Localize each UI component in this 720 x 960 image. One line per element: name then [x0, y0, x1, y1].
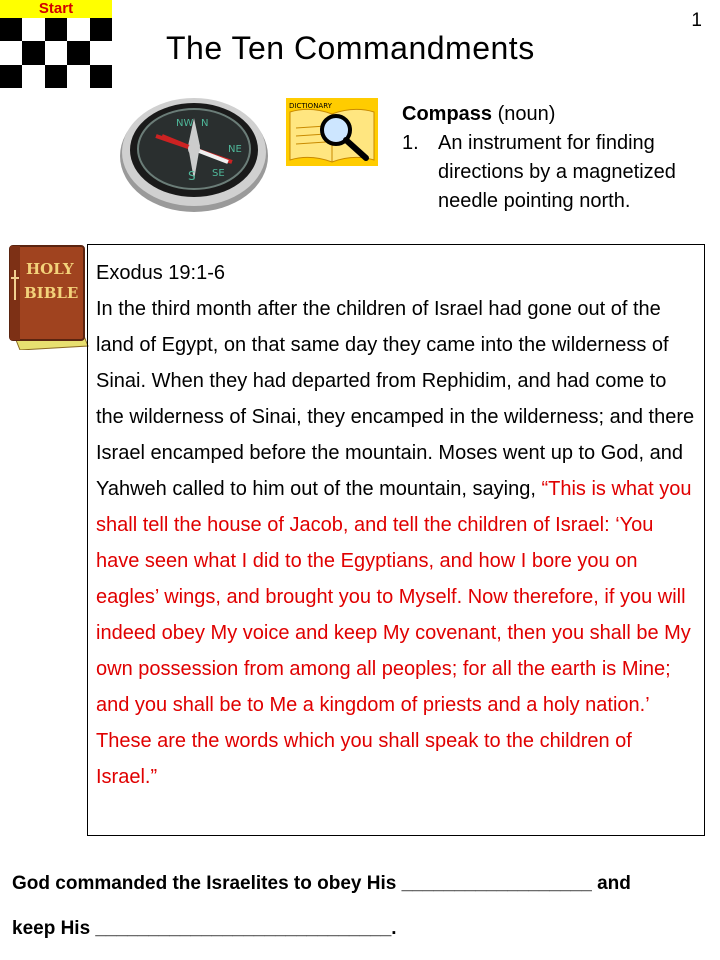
svg-text:N: N: [201, 118, 209, 129]
dictionary-icon: [286, 98, 378, 166]
page-number: 1: [691, 10, 702, 31]
scripture-narrative: In the third month after the children of Israel had gone out of the land of Egypt, on that same day they came into the wilderness of Sinai. When they had departed from Rephidim, and had come to the wilderness of Sinai, they encamped in the wilderness; and there Israel encamped before the mountain. Moses went up to God, and Yahweh called to him out of the mountain, saying,: [96, 298, 695, 500]
scripture-reference: Exodus 19:1-6: [96, 262, 225, 284]
svg-text:S: S: [188, 169, 196, 183]
definition-part-of-speech: (noun): [497, 103, 556, 125]
bible-label-line1: HOLY: [26, 260, 74, 278]
compass-icon: [116, 82, 272, 216]
checkered-flag-icon: [0, 18, 112, 88]
svg-text:NW: NW: [176, 118, 194, 129]
page-title: The Ten Commandments: [166, 30, 535, 66]
start-flag-badge: [0, 0, 112, 88]
definition-number: 1.: [402, 132, 419, 154]
question-line-2: keep His ____________________________.: [12, 918, 397, 939]
question-line-1: God commanded the Israelites to obey His __________________ and: [12, 873, 631, 894]
dictionary-label: DICTIONARY: [289, 102, 332, 110]
definition-text: An instrument for finding directions by a magnetized needle pointing north.: [438, 132, 676, 212]
scripture-box: [87, 244, 705, 836]
scripture-text: [96, 291, 696, 795]
svg-text:SE: SE: [212, 168, 225, 179]
definition-term: Compass: [402, 103, 493, 125]
svg-text:NE: NE: [228, 144, 242, 155]
bible-label-line2: BIBLE: [24, 284, 79, 302]
definition-block: [402, 100, 712, 216]
holy-bible-icon: [6, 240, 92, 350]
start-label: Start: [0, 0, 112, 18]
scripture-quote: “This is what you shall tell the house of Jacob, and tell the children of Israel: ‘You have seen what I did to the Egyptians, and how I bore you on eagles’ wings, and brought you to Myself. Now therefore, if you will indeed obey My voice and keep My covenant, then you shall be My own possession from among all peoples; for all the earth is Mine; and you shall be to Me a kingdom of priests and a holy nation.’ These are the words which you shall speak to the children of Israel.”: [96, 478, 692, 788]
